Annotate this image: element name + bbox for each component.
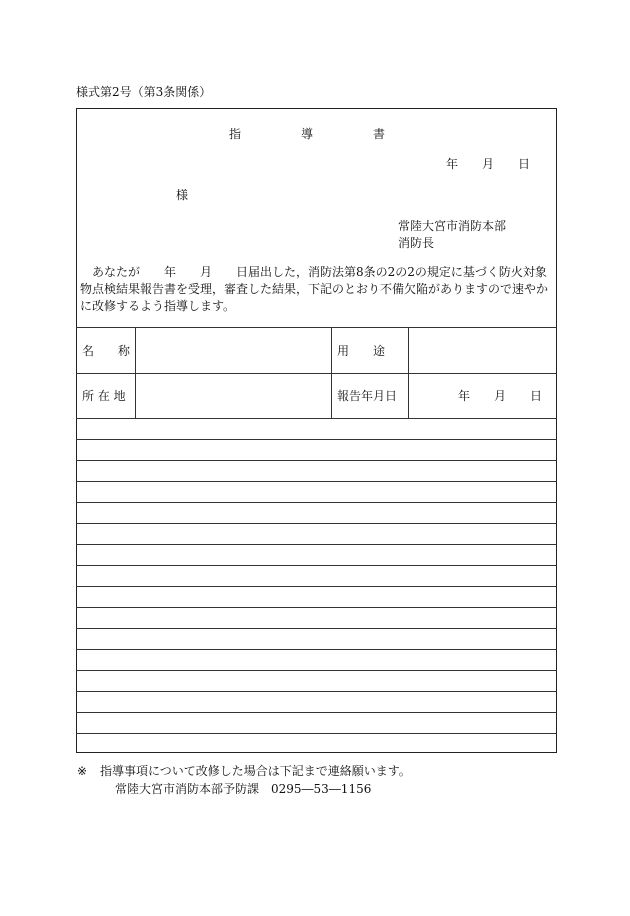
ruled-line <box>76 733 557 734</box>
ruled-line <box>76 565 557 566</box>
issuer-office: 常陸大宮市消防本部 <box>398 219 507 233</box>
use-label: 用 途 <box>337 344 386 358</box>
table-divider <box>331 327 332 418</box>
ruled-line <box>76 544 557 545</box>
ruled-line <box>76 649 557 650</box>
contact-info: 常陸大宮市消防本部予防課 0295―53―1156 <box>115 782 372 796</box>
report-date-label: 報告年月日 <box>337 389 398 403</box>
report-date-value: 年 月 日 <box>458 389 543 403</box>
ruled-line <box>76 628 557 629</box>
table-middle-rule <box>76 373 557 374</box>
ruled-line <box>76 586 557 587</box>
ruled-line <box>76 670 557 671</box>
table-bottom-rule <box>76 418 557 419</box>
guidance-body-text: あなたが 年 月 日届出した，消防法第8条の2の2の規定に基づく防火対象物点検結果報告書を受理，審査した結果，下記のとおり不備欠陥がありますので速やかに改修するよう指導します。 <box>80 265 549 313</box>
ruled-line <box>76 460 557 461</box>
form-number: 様式第2号（第3条関係） <box>76 85 212 99</box>
table-divider <box>408 327 409 418</box>
ruled-line <box>76 481 557 482</box>
ruled-line <box>76 607 557 608</box>
location-label: 所 在 地 <box>82 389 126 403</box>
issue-date: 年 月 日 <box>446 157 531 171</box>
note-text: 指導事項について改修した場合は下記まで連絡願います。 <box>100 764 411 778</box>
ruled-line <box>76 523 557 524</box>
document-title: 指 導 書 <box>229 127 386 141</box>
ruled-line <box>76 691 557 692</box>
issuer-title: 消防長 <box>398 236 435 250</box>
table-divider <box>135 327 136 418</box>
ruled-line <box>76 439 557 440</box>
addressee-label: 様 <box>176 188 189 202</box>
table-top-rule <box>76 327 557 328</box>
name-label: 名 称 <box>82 344 131 358</box>
ruled-line <box>76 502 557 503</box>
ruled-line <box>76 712 557 713</box>
note-mark: ※ <box>77 764 88 778</box>
guidance-form <box>76 108 557 753</box>
